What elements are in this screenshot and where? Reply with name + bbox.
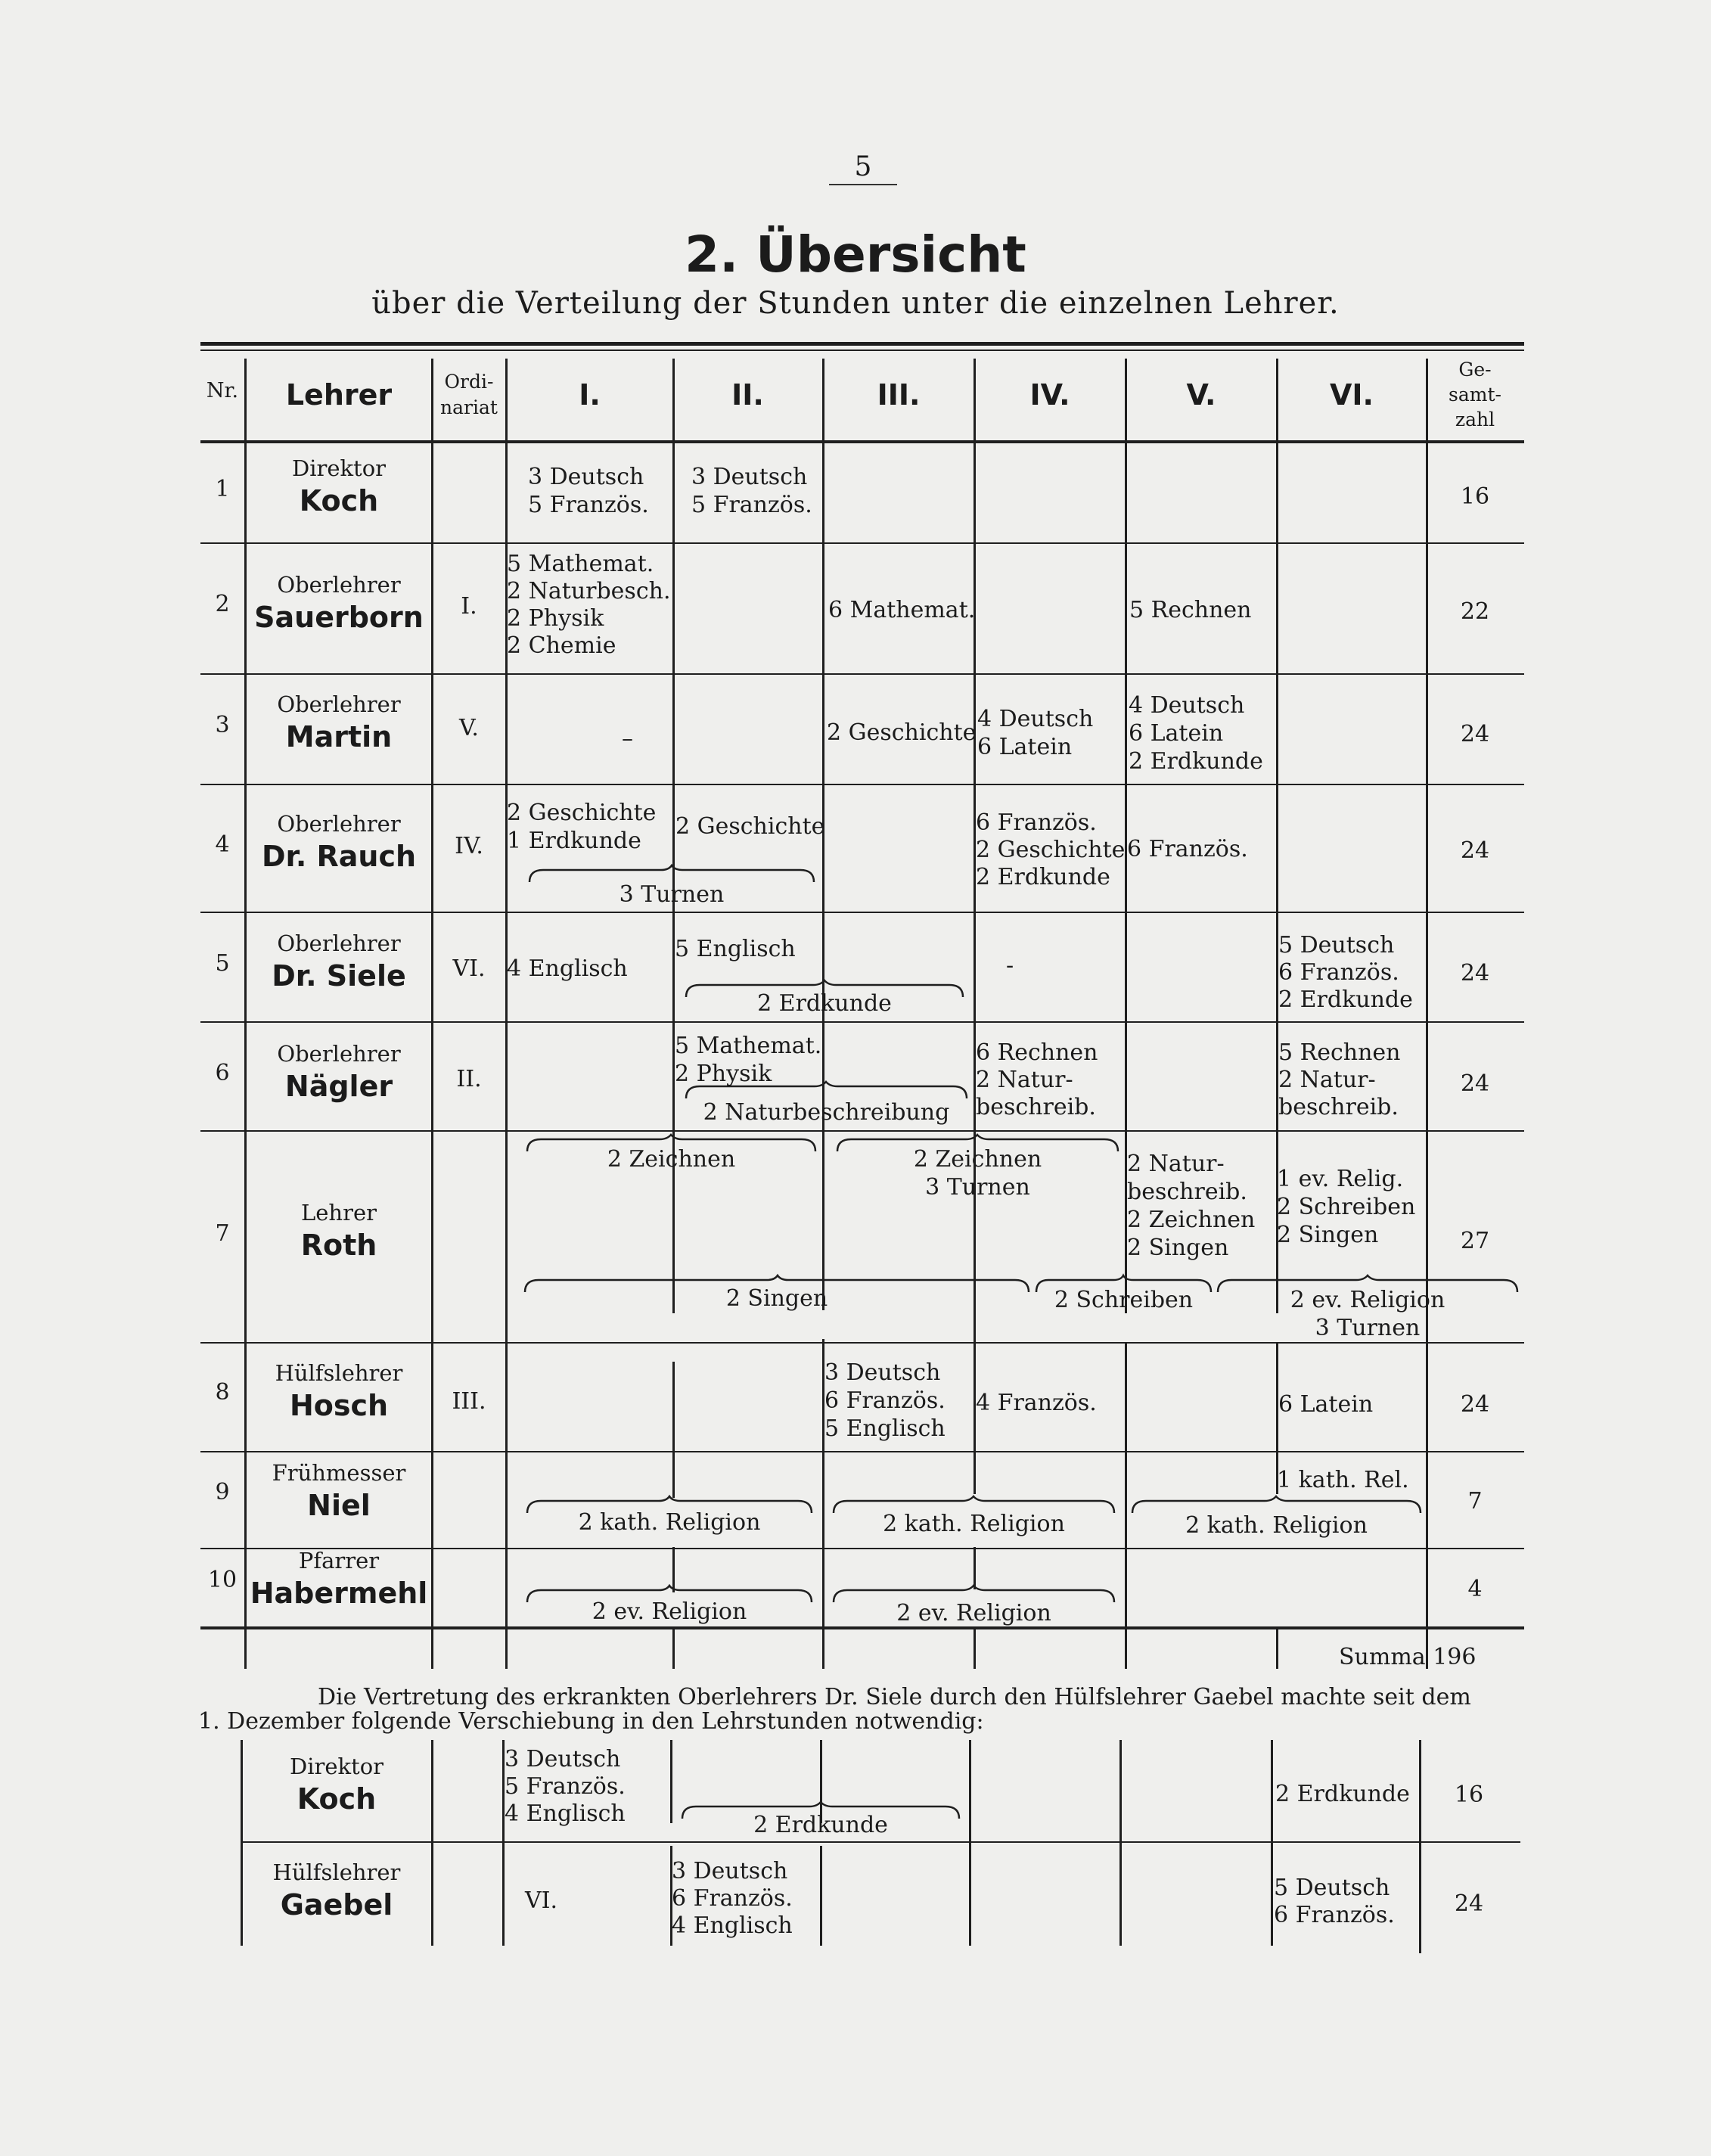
cell-VI: 1 kath. Rel. [1277,1467,1409,1493]
note-line-2: 1. Dezember folgende Verschiebung in den Lehrstunden notwendig: [198,1708,984,1735]
joint-label: 2 Erdkunde [753,1812,888,1838]
sub-col-line-I-a [670,1740,672,1823]
page-title: 2. Übersicht [685,225,1026,284]
joint-label: 2 ev. Religion [592,1598,747,1625]
row-nr: 6 [215,1060,230,1086]
row-nr: 10 [207,1567,238,1593]
header-lehrer: Lehrer [285,378,393,412]
teacher-name: Koch [299,484,379,517]
teacher-name: Dr. Rauch [261,840,417,873]
cell-I: 5 Mathemat. 2 Naturbesch. 2 Physik 2 Chemie [507,551,671,659]
teacher-role: Pfarrer [298,1548,380,1574]
top-rule-thick [200,342,1524,346]
teacher-name: Dr. Siele [272,959,406,993]
cell-I: 3 Deutsch 5 Französ. [528,464,649,518]
cell-IV: 6 Rechnen 2 Natur- beschreib. [976,1039,1098,1120]
row-total: 24 [1460,960,1490,986]
cell-IV: 6 Französ. 2 Geschichte 2 Erdkunde [976,809,1126,890]
joint-label: 2 Singen [725,1285,828,1312]
joint-label: 2 Schreiben [1054,1287,1194,1313]
joint-label: 2 kath. Religion [578,1509,761,1536]
row-nr: 5 [215,950,230,977]
row-rule-4 [200,912,1524,913]
sub-cell-ordinariat: VI. [524,1887,558,1914]
row-rule-7 [200,1342,1524,1344]
row-rule-3 [200,784,1524,785]
row-nr: 4 [215,831,230,858]
sub-col-line-lehrer [431,1740,433,1946]
cell-ordinariat: I. [461,593,477,620]
cell-ordinariat: V. [459,715,479,741]
cell-VI: 5 Deutsch 6 Französ. 2 Erdkunde [1278,932,1413,1013]
cell-III: 6 Mathemat. [828,597,976,623]
teacher-cell [247,1459,431,1524]
row-nr: 9 [215,1479,230,1505]
cell-II: 2 Geschichte [675,813,825,840]
teacher-role: Direktor [291,455,387,481]
sub-row-total: 24 [1454,1890,1484,1917]
row-total: 24 [1460,1391,1490,1418]
header-total: Ge- samt- zahl [1449,359,1501,430]
cell-ordinariat: VI. [452,955,486,982]
joint-label: 3 Turnen [619,881,725,908]
top-rule-thin [200,349,1524,351]
sub-cell-II: 3 Deutsch 6 Französ. 4 Englisch [672,1858,793,1939]
teacher-name: Gaebel [280,1888,393,1921]
row-total: 24 [1460,721,1490,747]
sub-cell-VI: 2 Erdkunde [1275,1781,1410,1807]
joint-label: 2 kath. Religion [1185,1512,1368,1539]
col-line-VI [1426,359,1428,1669]
teacher-cell [247,1198,431,1263]
header-rule [200,440,1524,443]
sub-col-line-III [969,1740,971,1946]
cell-VI: 5 Rechnen 2 Natur- beschreib. [1278,1039,1401,1120]
cell-ordinariat: IV. [455,833,483,859]
teacher-role: Hülfslehrer [272,1859,401,1885]
teacher-name: Niel [307,1489,371,1522]
row-rule-1 [200,542,1524,544]
cell-II: 5 Englisch [675,936,796,962]
row-total: 27 [1460,1228,1490,1254]
row-rule-5 [200,1021,1524,1023]
cell-VI: 1 ev. Relig. 2 Schreiben 2 Singen [1277,1166,1416,1248]
sub-col-line-V [1271,1740,1273,1946]
row-total: 22 [1460,598,1490,625]
joint-label: 2 kath. Religion [883,1511,1065,1537]
row-nr: 1 [215,476,230,502]
cell-IV: 4 Deutsch 6 Latein [977,706,1094,760]
cell-I: 2 Geschichte 1 Erdkunde [507,800,657,854]
teacher-name: Hosch [289,1389,389,1422]
cell-III: 2 Geschichte [827,719,977,746]
header-ordinariat: Ordi- nariat [440,371,498,418]
teacher-role: Oberlehrer [277,930,401,956]
teacher-cell [247,1546,431,1611]
teacher-name: Habermehl [250,1577,428,1610]
row-nr: 7 [215,1220,230,1247]
teacher-role: Oberlehrer [277,811,401,837]
col-line-III-c [974,1547,976,1589]
teacher-role: Oberlehrer [277,572,401,598]
sub-cell-I: 3 Deutsch 5 Französ. 4 Englisch [505,1746,626,1827]
header-class-II: II. [731,378,764,412]
row-nr: 8 [215,1379,230,1406]
col-line-I-b [672,1362,675,1498]
cell-ordinariat: III. [452,1388,486,1415]
teacher-cell [247,1359,431,1424]
sub-row-total: 16 [1454,1782,1484,1808]
teacher-role: Hülfslehrer [275,1360,403,1386]
cell-IV: - [1006,952,1014,979]
row-total: 24 [1460,1070,1490,1097]
row-total: 7 [1467,1488,1483,1514]
cell-ordinariat: II. [456,1066,482,1092]
row-total: 16 [1460,483,1490,510]
cell-V: 2 Natur- beschreib. 2 Zeichnen 2 Singen [1127,1151,1256,1261]
cell-VI: 6 Latein [1278,1391,1374,1418]
page-subtitle: über die Verteilung der Stunden unter die einzelnen Lehrer. [371,286,1340,321]
cell-V: 5 Rechnen [1129,597,1252,623]
teacher-name: Koch [297,1782,377,1816]
sub-teacher-cell [242,1752,431,1817]
teacher-cell [247,454,431,519]
header-class-III: III. [877,378,921,412]
cell-III: 3 Deutsch 6 Französ. 5 Englisch [824,1359,946,1442]
teacher-cell [247,1039,431,1104]
cell-V: 6 Französ. [1127,836,1248,862]
summa: Summa 196 [1339,1644,1477,1670]
row-rule-8 [200,1451,1524,1452]
teacher-role: Oberlehrer [277,691,401,717]
row-total: 4 [1467,1576,1483,1602]
sub-teacher-cell [242,1858,431,1923]
teacher-name: Martin [285,720,393,753]
row-total: 24 [1460,837,1490,864]
header-class-IV: IV. [1029,378,1070,412]
row-rule-6 [200,1130,1524,1132]
joint-label: 2 Zeichnen 3 Turnen [913,1146,1042,1201]
sub-col-line-II-b [820,1846,822,1946]
cell-V: 4 Deutsch 6 Latein 2 Erdkunde [1129,692,1263,775]
teacher-cell [247,809,431,875]
col-line-lehrer [431,359,433,1669]
sub-col-line-VI [1419,1740,1421,1953]
joint-label: 2 Zeichnen [607,1146,736,1173]
row-nr: 3 [215,712,230,738]
sub-cell-VI: 5 Deutsch 6 Französ. [1274,1875,1395,1928]
joint-label: 2 ev. Religion [896,1600,1051,1626]
cell-II: 5 Mathemat. 2 Physik [675,1033,822,1087]
teacher-role: Oberlehrer [277,1041,401,1067]
note-line-1: Die Vertretung des erkrankten Oberlehrers Dr. Siele durch den Hülfslehrer Gaebel machte seit dem [318,1684,1471,1710]
cell-I: 4 Englisch [507,955,628,982]
header-nr: Nr. [206,379,239,402]
cell-IV: 4 Französ. [976,1390,1097,1416]
teacher-role: Frühmesser [272,1460,406,1486]
teacher-cell [247,690,431,755]
teacher-role: Direktor [289,1754,384,1779]
col-line-I-d [672,1629,675,1669]
teacher-name: Nägler [284,1070,393,1103]
cell-II: 3 Deutsch 5 Französ. [691,464,812,518]
row-rule-2 [200,673,1524,675]
header-class-I: I. [579,378,601,412]
teacher-name: Sauerborn [254,601,424,634]
teacher-cell [247,570,431,635]
col-line-V-c [1276,1629,1278,1669]
joint-label: 2 Naturbeschreibung [703,1099,950,1126]
row-nr: 2 [215,591,230,617]
sub-row-rule [242,1841,1520,1843]
teacher-role: Lehrer [301,1200,377,1226]
sub-col-line-IV [1119,1740,1122,1946]
col-line-IV-b [1125,1343,1127,1669]
teacher-name: Roth [300,1229,377,1262]
joint-label: 2 Erdkunde [757,990,892,1017]
teacher-cell [247,929,431,994]
page-number: 5 [829,151,897,185]
col-line-III-d [974,1629,976,1669]
header-class-VI: VI. [1330,378,1374,412]
joint-label: 2 ev. Religion 3 Turnen [1290,1287,1446,1341]
cell-II: – [622,725,633,752]
header-class-V: V. [1186,378,1216,412]
